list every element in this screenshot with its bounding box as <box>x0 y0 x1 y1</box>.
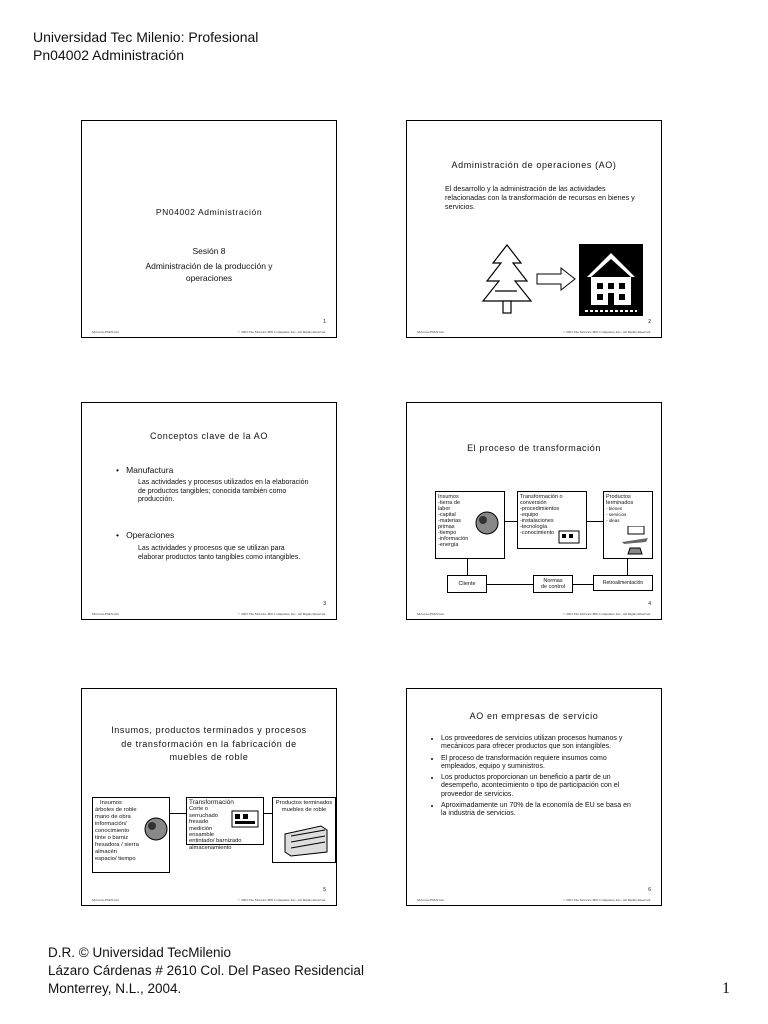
slide-footer: McGraw-Hill/Irwin © 2003 The McGraw-Hill Companies, Inc., All Rights Reserved. <box>92 898 326 902</box>
slide-footer: McGraw-Hill/Irwin © 2003 The McGraw-Hill Companies, Inc., All Rights Reserved. <box>417 330 651 334</box>
slide-footer: McGraw-Hill/Irwin © 2003 The McGraw-Hill Companies, Inc., All Rights Reserved. <box>417 898 651 902</box>
slide-5 <box>81 688 337 906</box>
list-item: -equipo <box>520 512 539 518</box>
slide-2 <box>406 120 662 338</box>
list-item: ensamble <box>189 832 215 839</box>
furniture-icon <box>281 822 331 858</box>
slide-2-title: Administración de operaciones (AO) <box>451 160 617 170</box>
transformation-box <box>517 491 587 549</box>
products-box <box>603 491 653 559</box>
transformation-title: Transformación o <box>520 494 563 500</box>
list-item: entintado/ barnizado <box>189 838 242 845</box>
products-title-2: muebles de roble <box>281 806 327 813</box>
list-item: labor <box>438 506 451 512</box>
slide-4-title: El proceso de transformación <box>467 443 601 453</box>
connector-line <box>487 584 533 585</box>
slide-5-title-3: muebles de roble <box>169 752 249 762</box>
list-item: -tiempo <box>438 530 457 536</box>
list-item: almacenamiento <box>189 844 232 851</box>
document-header <box>33 28 258 64</box>
products-title: Productos <box>606 494 631 500</box>
retroalimentacion-box: Retroalimentación <box>593 575 653 591</box>
footer-line-1: D.R. © Universidad TecMilenio <box>48 945 232 960</box>
list-item: • Los proveedores de servicios utilizan procesos humanos y mecánicos para ofrecer productos que son intangibles. <box>441 735 631 752</box>
slide-3-bullet-1-head: • Manufactura <box>116 465 174 475</box>
list-item: -energía <box>438 542 459 548</box>
list-item: -instalaciones <box>520 518 554 524</box>
slide-4 <box>406 402 662 620</box>
footer-line-2: Lázaro Cárdenas # 2610 Col. Del Paseo Residencial <box>48 963 364 978</box>
slide-5-title-1: Insumos, productos terminados y procesos <box>111 725 307 735</box>
slide-3-bullet-1-text: Las actividades y procesos utilizados en la elaboración de productos tangibles; conocida también como producción. <box>138 479 309 504</box>
products-title-1: Productos terminados <box>275 800 333 806</box>
list-item: información/ <box>95 821 127 827</box>
slide-2-body: El desarrollo y la administración de las actividades relacionadas con la transformación de recursos en bienes y servicios. <box>445 184 635 211</box>
farmer-icon <box>472 508 502 538</box>
document-footer <box>48 944 364 998</box>
list-item: - servicios <box>606 512 627 517</box>
list-item: -procedimientos <box>520 506 560 512</box>
list-item: espacio/ tiempo <box>95 856 136 862</box>
normas-line-2: de control <box>540 584 566 590</box>
inputs-title: Insumos <box>438 494 459 500</box>
connector-line <box>467 559 468 575</box>
slide-6-bullets <box>429 735 631 822</box>
list-item: -tecnología <box>520 524 548 530</box>
tree-icon <box>483 245 531 313</box>
slide-3-bullet-2-head: • Operaciones <box>116 530 175 540</box>
list-item: -conocimiento <box>520 530 555 536</box>
slide-number: 4 <box>648 601 651 607</box>
header-line-1: Universidad Tec Milenio: Profesional <box>33 29 259 45</box>
list-item: -materias <box>438 518 461 524</box>
tree-to-house-illustration <box>477 241 647 323</box>
machine-icon <box>231 810 259 828</box>
footer-line-3: Monterrey, N.L., 2004. <box>48 981 182 996</box>
house-icon <box>579 244 643 316</box>
slide-1-subtitle-1: Administración de la producción y <box>145 261 273 271</box>
slide-1-session: Sesión 8 <box>192 246 226 256</box>
products-icon <box>620 526 650 556</box>
slide-3 <box>81 402 337 620</box>
list-item: almacén <box>95 849 117 855</box>
slide-3-title: Conceptos clave de la AO <box>150 431 268 441</box>
cliente-box: Cliente <box>447 575 487 593</box>
products-title-2: terminados <box>606 500 634 506</box>
slide-number: 2 <box>648 319 651 325</box>
list-item: Corte o <box>189 806 209 813</box>
list-item: árboles de roble <box>95 807 137 813</box>
list-item: fresado <box>189 819 209 826</box>
list-item: • Aproximadamente un 70% de la economía de EU se basa en la industria de servicios. <box>441 802 631 819</box>
list-item: • Los productos proporcionan un beneficio a partir de un desempeño, acontecimiento o tipo de participación con el proveedor de servicios. <box>441 774 631 799</box>
header-line-2: Pn04002 Administración <box>33 47 184 63</box>
connector-line <box>627 559 628 575</box>
list-item: -información <box>438 536 469 542</box>
connector-line <box>170 813 186 814</box>
normas-box <box>533 575 573 593</box>
list-item: tinte o barniz <box>95 835 129 841</box>
slide-6 <box>406 688 662 906</box>
list-item: conocimiento <box>95 828 130 834</box>
slide-5-title-2: de transformación en la fabricación de <box>121 739 297 749</box>
arrow-right-icon <box>537 268 575 290</box>
slide-1 <box>81 120 337 338</box>
list-item: • El proceso de transformación requiere insumos como empleados, equipo y suministros. <box>441 755 631 772</box>
slide-1-subtitle-2: operaciones <box>185 273 233 283</box>
connector-line <box>505 521 517 522</box>
connector-line <box>587 521 603 522</box>
list-item: primas <box>438 524 455 530</box>
inputs-box <box>435 491 505 559</box>
transformation-title-2: conversión <box>520 500 547 506</box>
products-box <box>272 797 336 863</box>
slide-number: 1 <box>323 319 326 325</box>
list-item: mano de obra <box>95 814 131 820</box>
inputs-title: Insumos <box>100 800 122 806</box>
list-item: -capital <box>438 512 456 518</box>
normas-line-1: Normas <box>543 578 563 584</box>
list-item: - ideas <box>606 518 620 523</box>
slide-footer: McGraw-Hill/Irwin © 2003 The McGraw-Hill Companies, Inc., All Rights Reserved. <box>417 612 651 616</box>
farmer-icon <box>143 814 169 844</box>
slide-footer: McGraw-Hill/Irwin © 2003 The McGraw-Hill Companies, Inc., All Rights Reserved. <box>92 330 326 334</box>
inputs-box <box>92 797 170 873</box>
transformation-title: Transformación <box>189 799 234 806</box>
transformation-box <box>186 797 264 851</box>
list-item: fresadora / sierra <box>95 842 139 848</box>
list-item: medición <box>189 825 213 832</box>
slide-footer: McGraw-Hill/Irwin © 2003 The McGraw-Hill Companies, Inc., All Rights Reserved. <box>92 612 326 616</box>
page-number: 1 <box>722 980 730 997</box>
list-item: serruchado <box>189 812 219 819</box>
connector-line <box>573 584 593 585</box>
slide-number: 5 <box>323 887 326 893</box>
list-item: -tierra de <box>438 500 461 506</box>
connector-line <box>264 813 272 814</box>
slide-number: 6 <box>648 887 651 893</box>
list-item: - bienes <box>606 506 623 511</box>
slide-3-bullet-2-text: Las actividades y procesos que se utilizan para elaborar productos tanto tangibles como intangibles. <box>138 545 301 561</box>
slide-number: 3 <box>323 601 326 607</box>
slide-1-title: PN04002 Administración <box>155 207 263 217</box>
slide-6-title: AO en empresas de servicio <box>469 711 599 721</box>
machine-icon <box>558 530 580 544</box>
